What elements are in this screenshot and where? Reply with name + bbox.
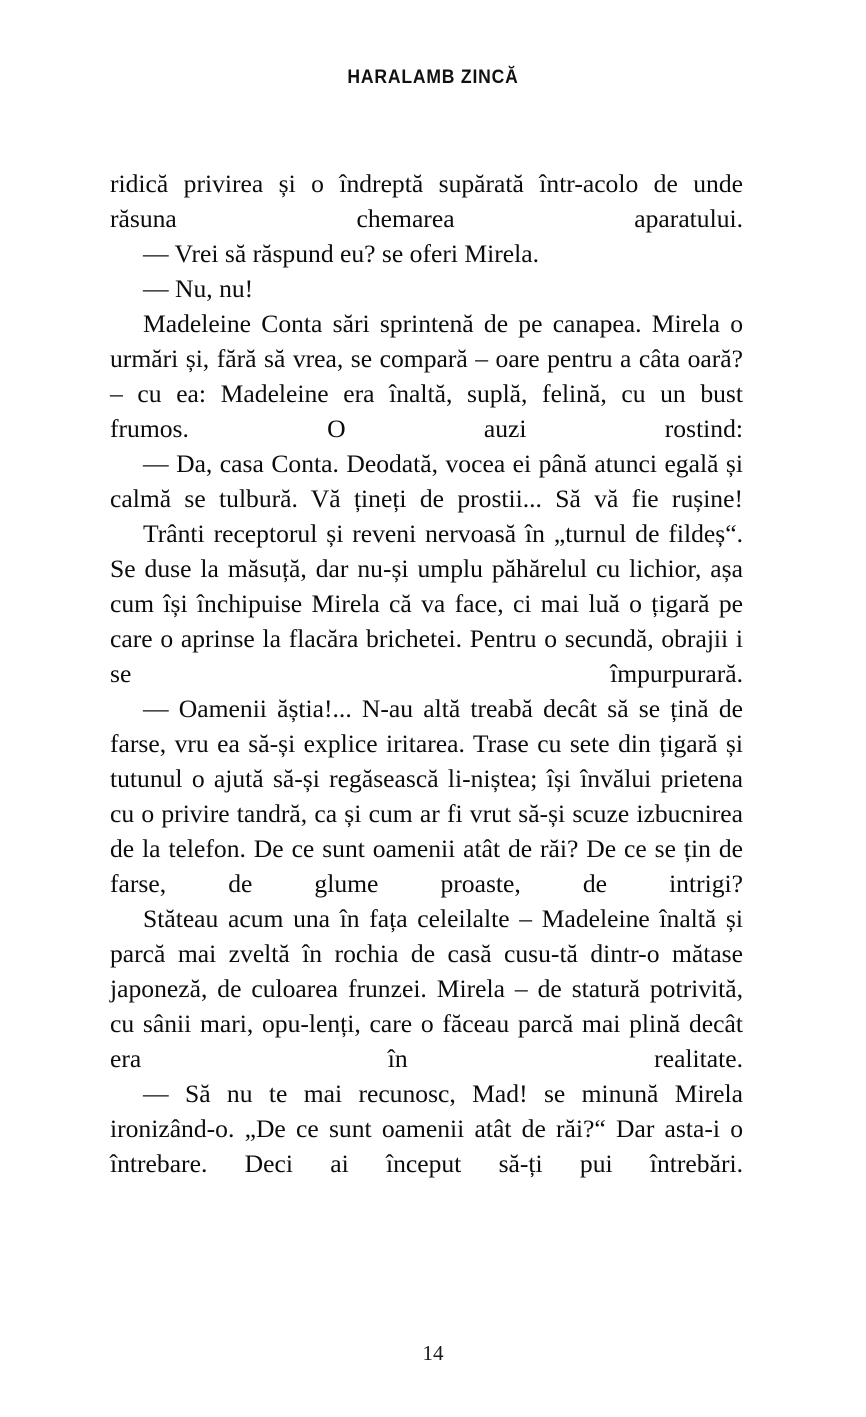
paragraph-dialogue: — Vrei să răspund eu? se oferi Mirela.: [143, 239, 539, 268]
paragraph-dialogue: — Oamenii ăștia!... N-au altă treabă decât să se țină de farse, vru ea să-și explice iritarea. Trase cu sete din țigară și tutunul o ajută să-și regăsească li-niștea; își învălui prietena cu o privire tandră, ca și cum ar fi vrut să-și scuze izbucnirea de la telefon. De ce sunt oamenii atât de răi? De ce se țin de farse, de glume proaste, de intrigi?: [110, 694, 743, 898]
paragraph: Stăteau acum una în fața celeilalte – Madeleine înaltă și parcă mai zveltă în rochia de casă cusu-tă dintr-o mătase japoneză, de culoarea frunzei. Mirela – de statură potrivită, cu sânii mari, opu-lenți, care o făceau parcă mai plină decât era în realitate.: [110, 904, 743, 1073]
page-number: 14: [422, 1341, 444, 1365]
paragraph: Madeleine Conta sări sprintenă de pe canapea. Mirela o urmări și, fără să vrea, se compară – oare pentru a câta oară? – cu ea: Madeleine era înaltă, suplă, felină, cu un bust frumos. O auzi rostind:: [110, 309, 743, 443]
paragraph-dialogue: — Nu, nu!: [143, 274, 254, 303]
paragraph-dialogue: — Să nu te mai recunosc, Mad! se minună Mirela ironizând-o. „De ce sunt oamenii atât de răi?“ Dar asta-i o întrebare. Deci ai început să-ți pui întrebări.: [110, 1079, 743, 1178]
paragraph: ridică privirea și o îndreptă supărată într-acolo de unde răsuna chemarea aparatului.: [110, 169, 743, 233]
running-header-title: HARALAMB ZINCĂ: [347, 66, 519, 88]
paragraph-dialogue: — Da, casa Conta. Deodată, vocea ei până atunci egală și calmă se tulbură. Vă țineți de prostii... Să vă fie rușine!: [110, 449, 743, 513]
paragraph: Trânti receptorul și reveni nervoasă în „turnul de fildeș“. Se duse la măsuță, dar nu-și umplu păhărelul cu lichior, așa cum își închipuise Mirela că va face, ci mai luă o țigară pe care o aprinse la flacăra brichetei. Pentru o secundă, obrajii i se împurpurară.: [110, 519, 743, 688]
body-text-block: [110, 166, 743, 1181]
